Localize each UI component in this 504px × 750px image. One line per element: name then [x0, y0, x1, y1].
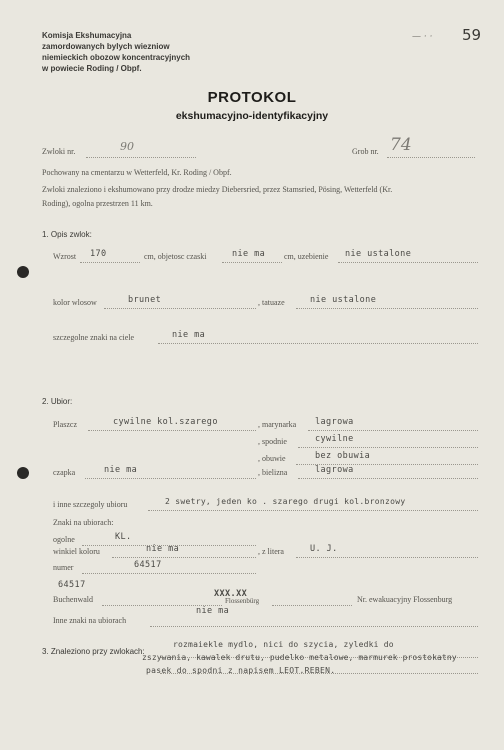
kolor-label: kolor wlosow: [53, 298, 97, 307]
tatuaze-value: nie ustalone: [310, 295, 377, 305]
inne-szczegoly-label: i inne szczegoly ubioru: [53, 500, 128, 509]
inne-znaki-label: Inne znaki na ubiorach: [53, 616, 127, 625]
czapka-label: czapka: [53, 468, 76, 477]
bielizna-label: , bielizna: [258, 468, 288, 477]
grob-label: Grob nr.: [352, 147, 379, 156]
marynarka-value: lagrowa: [315, 417, 354, 427]
znaki-value: nie ma: [172, 330, 206, 340]
ogolne-label: ogolne: [53, 535, 75, 544]
ewakuacyjny-label: Nr. ewakuacyjny Flossenburg: [357, 595, 453, 604]
pochowany-text: Pochowany na cmentarzu w Wetterfeld, Kr. Roding / Obpf.: [42, 168, 232, 177]
section1-heading: 1. Opis zwlok:: [42, 230, 92, 239]
zwloki-value: 90: [120, 140, 134, 153]
marynarka-label: , marynarka: [258, 420, 297, 429]
spodnie-label: , spodnie: [258, 437, 287, 446]
wzrost-label: Wzrost: [53, 252, 77, 261]
buchenwald-label: Buchenwald: [53, 595, 93, 604]
obuwie-value: bez obuwia: [315, 451, 371, 461]
tatuaze-label: , tatuaze: [258, 298, 285, 307]
institution-line-3: niemieckich obozow koncentracyjnych: [42, 53, 191, 62]
winkiel-label: winkiel koloru: [53, 547, 100, 556]
punch-hole-bottom: [17, 467, 29, 479]
plaszcz-value: cywilne kol.szarego: [113, 417, 218, 427]
ogolne-value: KL.: [115, 532, 132, 542]
zwloki-label: Zwloki nr.: [42, 147, 76, 156]
page-number: 59: [462, 26, 482, 44]
numer-label: numer: [53, 563, 74, 572]
grob-value: 74: [390, 135, 412, 155]
document-title: PROTOKOL: [207, 89, 297, 106]
flossenburg-label: Flossenbürg: [225, 597, 260, 605]
section3-heading: 3. Znaleziono przy zwlokach:: [42, 647, 145, 656]
objetosc-label: cm, objetosc czaski: [144, 252, 207, 261]
header-mark: — · ·: [412, 32, 433, 42]
inne-szczegoly-value: 2 swetry, jeden ko . szarego drugi kol.bronzowy: [165, 497, 406, 506]
punch-hole-top: [17, 266, 29, 278]
buchenwald-value: 64517: [58, 580, 86, 590]
section3-line-2: zszywania, kawalek drutu, pudelko metalowe, marmurek prostokatny: [142, 653, 457, 662]
institution-line-1: Komisja Ekshumacyjna: [42, 31, 132, 40]
section3-line-1: rozmaiekle mydlo, nici do szycia, zyledki do: [173, 640, 394, 649]
litera-label: , z litera: [258, 547, 284, 556]
institution-line-2: zamordowanych bylych wiezniow: [42, 42, 170, 51]
section3-line-3: pasek do spodni z napisem LEOT.REBEN.: [146, 666, 336, 675]
flossenburg-value: XXX.XX: [214, 589, 248, 599]
document-subtitle: ekshumacyjno-identyfikacyjny: [175, 110, 329, 122]
znalezione-text-2: Roding), ogolna przestrzen 11 km.: [42, 199, 153, 208]
znalezione-text-1: Zwloki znaleziono i ekshumowano przy drodze miedzy Diebersried, przez Stamsried, Pösing, Wetterfeld (Kr.: [42, 185, 393, 194]
litera-value: U. J.: [310, 544, 338, 554]
czapka-value: nie ma: [104, 465, 138, 475]
znaki-ubiorach-label: Znaki na ubiorach:: [53, 518, 114, 527]
uzebienie-value: nie ustalone: [345, 249, 412, 259]
section2-heading: 2. Ubior:: [42, 397, 73, 406]
winkiel-value: nie ma: [146, 544, 180, 554]
plaszcz-label: Plaszcz: [53, 420, 77, 429]
spodnie-value: cywilne: [315, 434, 354, 444]
wzrost-value: 170: [90, 249, 107, 259]
bielizna-value: lagrowa: [315, 465, 354, 475]
objetosc-value: nie ma: [232, 249, 266, 259]
kolor-value: brunet: [128, 295, 162, 305]
znaki-label: szczegolne znaki na ciele: [53, 333, 135, 342]
institution-line-4: w powiecie Roding / Obpf.: [42, 64, 142, 73]
numer-value: 64517: [134, 560, 162, 570]
uzebienie-label: cm, uzebienie: [284, 252, 329, 261]
inne-znaki-value: nie ma: [196, 606, 230, 616]
obuwie-label: , obuwie: [258, 454, 286, 463]
